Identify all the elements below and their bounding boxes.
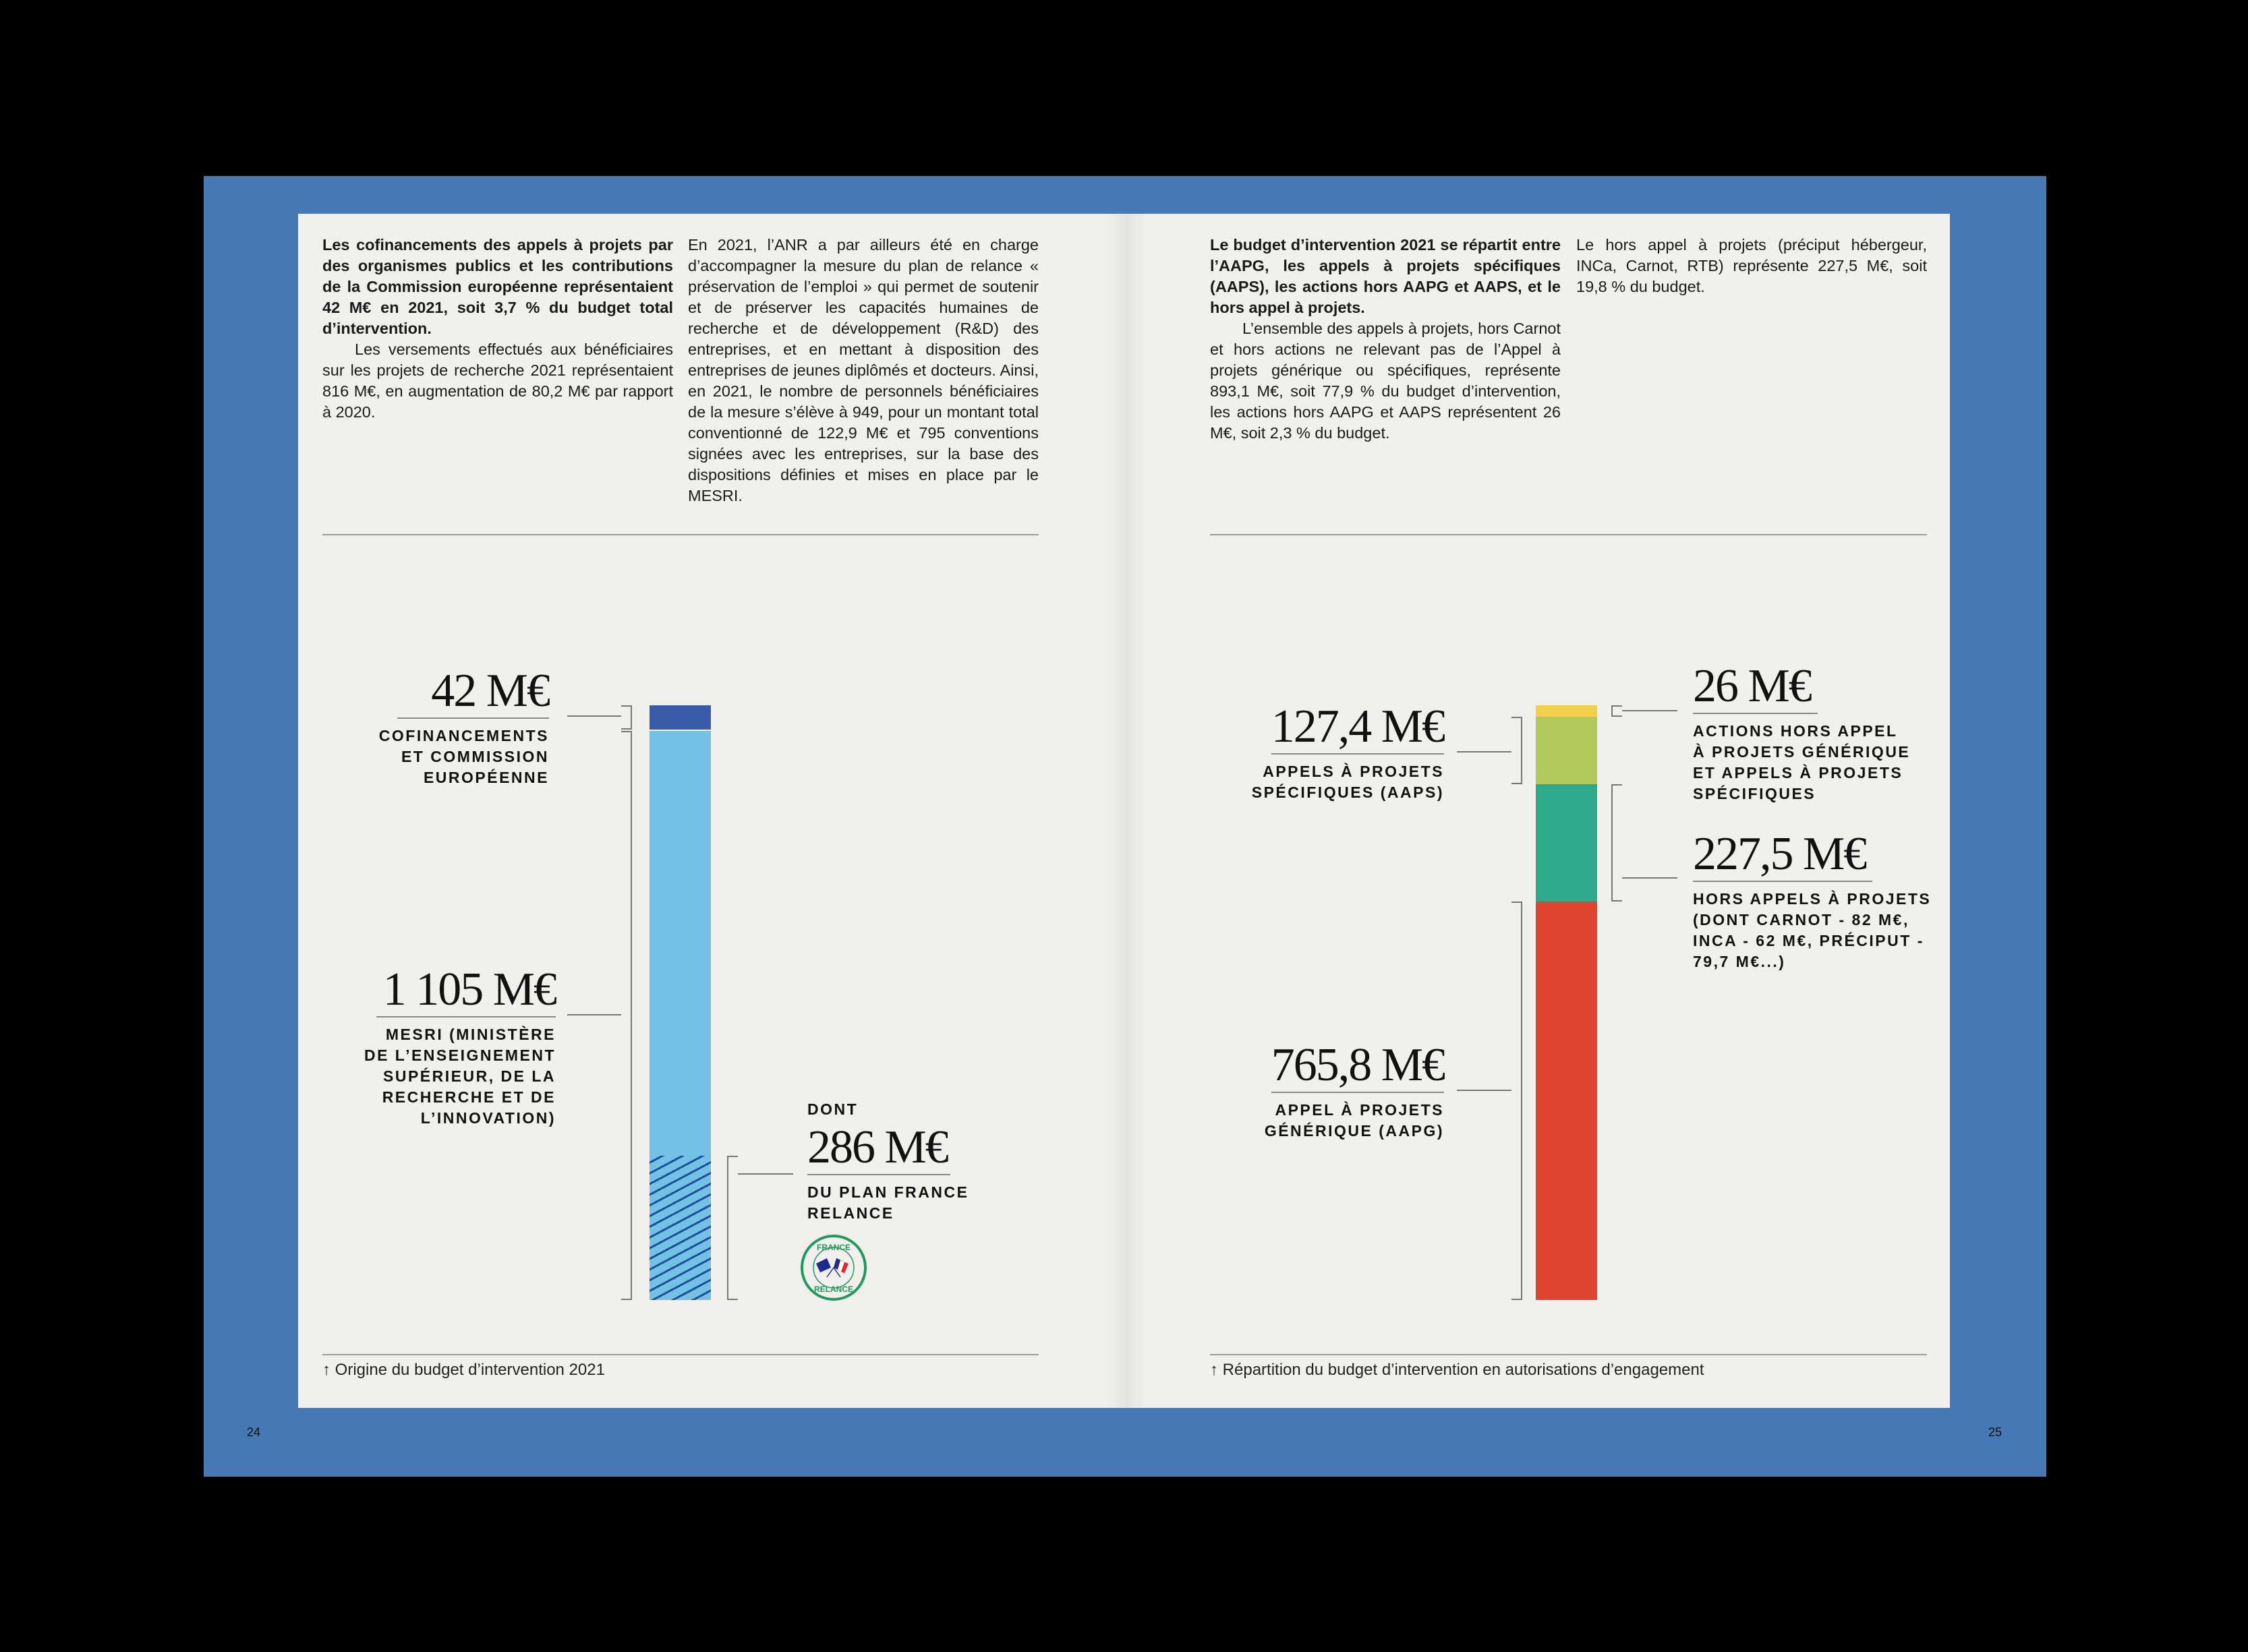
label-mesri: 1 105 M€ MESRI (MINISTÈRE DE L’ENSEIGNEMENT SUPÉRIEUR, DE LA RECHERCHE ET DE L’INNOVATION) (364, 964, 556, 1127)
left-col1 (322, 235, 673, 423)
right-col1 (1210, 235, 1561, 444)
leader-line (1457, 1090, 1511, 1091)
bar-segment-aapg (1536, 902, 1597, 1300)
bar-segment-france-relance (650, 1156, 711, 1300)
bracket (1611, 705, 1622, 717)
label-france-relance: DONT 286 M€ DU PLAN FRANCE RELANCE (807, 1100, 969, 1222)
bracket (621, 731, 632, 1300)
label-aaps: 127,4 M€ APPELS À PROJETS SPÉCIFIQUES (AAPS) (1251, 701, 1444, 801)
bracket (727, 1156, 738, 1300)
left-paragraph: Les versements effectués aux bénéficiaires sur les projets de recherche 2021 représentaient 816 M€, en augmentation de 80,2 M€ par rapport à 2020. (322, 341, 673, 421)
bar-segment-aaps (1536, 717, 1597, 784)
leader-line (1622, 710, 1677, 711)
bar-segment-hors-appels (1536, 784, 1597, 902)
label-hors-appels: 227,5 M€ HORS APPELS À PROJETS (DONT CARNOT - 82 M€, INCA - 62 M€, PRÉCIPUT - 79,7 M€...) (1693, 828, 1932, 970)
page-number-left: 24 (247, 1425, 261, 1439)
right-lead: Le budget d’intervention 2021 se répartit entre l’AAPG, les appels à projets spécifiques (AAPS), les actions hors AAPG et AAPS, et le hors appel à projets. (1210, 236, 1561, 316)
bracket (1511, 717, 1522, 784)
leader-line (1457, 751, 1511, 753)
left-lead: Les cofinancements des appels à projets par des organismes publics et les contributions de la Commission européenne représentaient 42 M€ en 2021, soit 3,7 % du budget total d’intervention. (322, 236, 673, 337)
label-aapg: 765,8 M€ APPEL À PROJETS GÉNÉRIQUE (AAPG) (1264, 1039, 1444, 1140)
bar-segment-cofinancements (650, 705, 711, 730)
page-number-right: 25 (1988, 1425, 2002, 1439)
bracket (1511, 902, 1522, 1300)
left-caption: ↑ Origine du budget d’intervention 2021 (322, 1361, 605, 1379)
caption-rule (1210, 1354, 1927, 1355)
label-actions-hors: 26 M€ ACTIONS HORS APPEL À PROJETS GÉNÉRIQUE ET APPELS À PROJETS SPÉCIFIQUES (1693, 660, 1911, 802)
france-relance-logo-icon (800, 1234, 867, 1301)
leader-line (1622, 877, 1677, 879)
bracket (621, 705, 632, 730)
leader-line (567, 1014, 621, 1015)
divider (322, 534, 1039, 535)
svg-text:FRANCE: FRANCE (817, 1243, 851, 1252)
spine-shadow (1106, 214, 1147, 1408)
caption-rule (322, 1354, 1039, 1355)
right-caption: ↑ Répartition du budget d’intervention en autorisations d’engagement (1210, 1361, 1704, 1379)
bar-segment-mesri (650, 731, 711, 1156)
bracket (1611, 784, 1622, 902)
svg-text:RELANCE: RELANCE (813, 1285, 854, 1294)
divider (1210, 534, 1927, 535)
label-cofinancements: 42 M€ COFINANCEMENTS ET COMMISSION EUROPÉENNE (378, 665, 549, 786)
right-col2: Le hors appel à projets (préciput hébergeur, INCa, Carnot, RTB) représente 227,5 M€, soit 19,8 % du budget. (1576, 236, 1927, 295)
bar-segment-actions-hors (1536, 705, 1597, 717)
left-col2: En 2021, l’ANR a par ailleurs été en charge d’accompagner la mesure du plan de relance « préservation de l’emploi » qui permet de soutenir et de préserver les capacités humaines de recherche et de développement (R&D) des entreprises, et en mettant à disposition des entreprises de jeunes diplômés et docteurs. Ainsi, en 2021, le nombre de personnels bénéficiaires de la mesure s’élève à 949, pour un montant total conventionné de 122,9 M€ et 795 conventions signées avec les entreprises, sur la base des dispositions définies et mises en place par le MESRI. (688, 236, 1039, 504)
leader-line (567, 715, 621, 717)
right-paragraph: L’ensemble des appels à projets, hors Carnot et hors actions ne relevant pas de l’Appel à projets générique ou spécifiques, représente 893,1 M€, soit 77,9 % du budget d’intervention, les actions hors AAPG et AAPS représentent 26 M€, soit 2,3 % du budget. (1210, 320, 1561, 442)
leader-line (738, 1173, 793, 1175)
